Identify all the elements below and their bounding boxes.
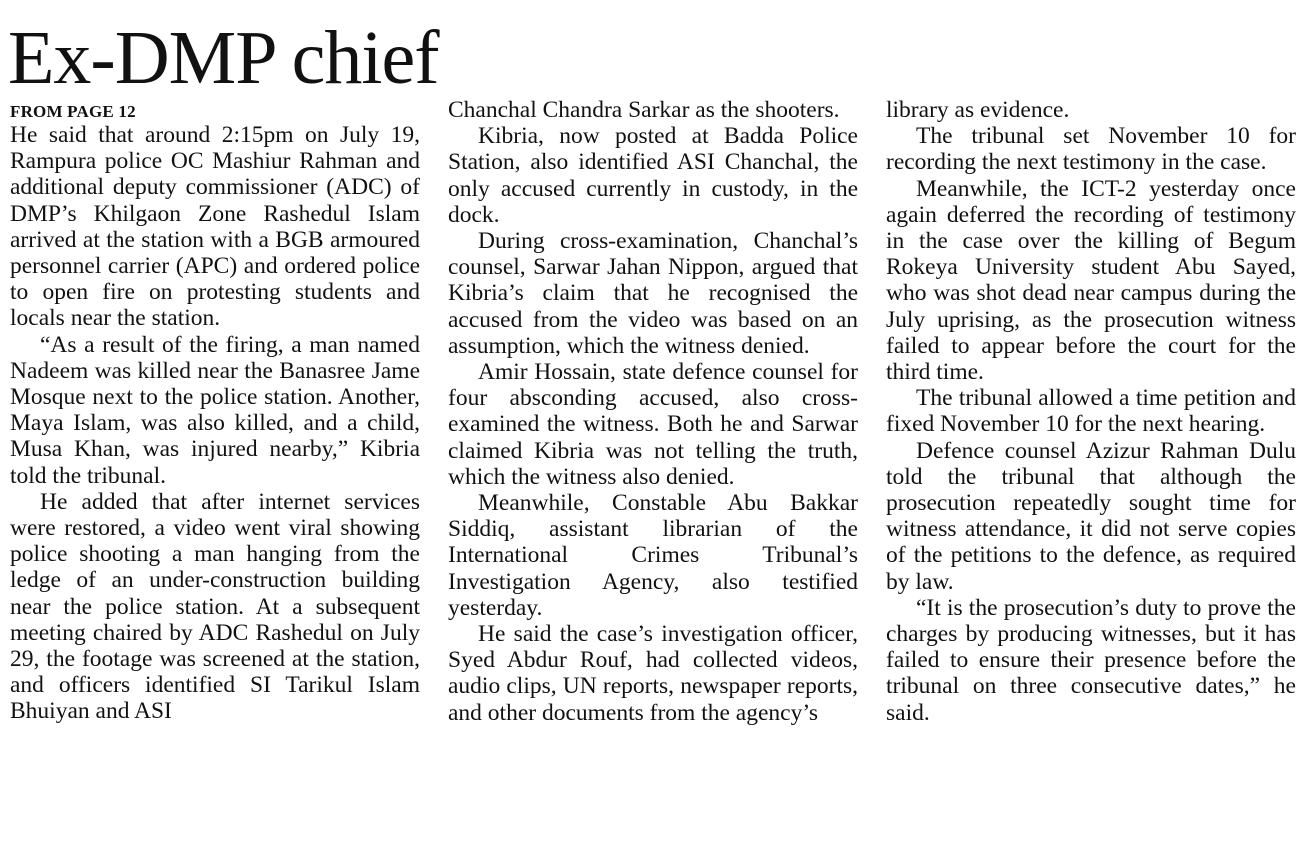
body-paragraph: Meanwhile, the ICT-2 yesterday once again deferred the recording of testimony in the case over the killing of Begum Rokeya University student Abu Sayed, who was shot dead near campus during the July uprising, as the prosecution witness failed to appear before the court for the third time. xyxy=(886,175,1296,386)
body-paragraph: Amir Hossain, state defence counsel for four absconding accused, also cross-examined the witness. Both he and Sarwar claimed Kibria was not telling the truth, which the witness also denied. xyxy=(448,359,858,490)
body-paragraph: Meanwhile, Constable Abu Bakkar Siddiq, assistant librarian of the International Crimes Tribunal’s Investigation Agency, also testified yesterday. xyxy=(448,490,858,621)
body-paragraph: The tribunal set November 10 for recording the next testimony in the case. xyxy=(886,123,1296,176)
article-column-3 xyxy=(886,97,1296,726)
body-paragraph: The tribunal allowed a time petition and fixed November 10 for the next hearing. xyxy=(886,385,1296,438)
body-paragraph: “As a result of the firing, a man named Nadeem was killed near the Banasree Jame Mosque next to the police station. Another, Maya Islam, was also killed, and a child, Musa Khan, was injured nearby,” Kibria told the tribunal. xyxy=(10,331,420,489)
body-paragraph: He said that around 2:15pm on July 19, Rampura police OC Mashiur Rahman and additional deputy commissioner (ADC) of DMP’s Khilgaon Zone Rashedul Islam arrived at the station with a BGB armoured personnel carrier (APC) and ordered police to open fire on protesting students and locals near the station. xyxy=(10,122,420,332)
body-paragraph: During cross-examination, Chanchal’s counsel, Sarwar Jahan Nippon, argued that Kibria’s claim that he recognised the accused from the video was based on an assumption, which the witness denied. xyxy=(448,228,858,359)
body-paragraph: He said the case’s investigation officer, Syed Abdur Rouf, had collected videos, audio clips, UN reports, newspaper reports, and other documents from the agency’s xyxy=(448,621,858,726)
body-paragraph: library as evidence. xyxy=(886,97,1070,123)
body-paragraph: Defence counsel Azizur Rahman Dulu told the tribunal that although the prosecution repeatedly sought time for witness attendance, it did not serve copies of the petitions to the defence, as required by law. xyxy=(886,437,1296,595)
body-paragraph: “It is the prosecution’s duty to prove the charges by producing witnesses, but it has failed to ensure their presence before the tribunal on three consecutive dates,” he said. xyxy=(886,594,1296,726)
headline: Ex-DMP chief xyxy=(8,16,439,100)
continuation-kicker: FROM PAGE 12 xyxy=(10,102,136,121)
body-paragraph: Kibria, now posted at Badda Police Station, also identified ASI Chanchal, the only accused currently in custody, in the dock. xyxy=(448,123,858,228)
body-paragraph: He added that after internet services were restored, a video went viral showing police shooting a man hanging from the ledge of an under-construction building near the police station. At a subsequent meeting chaired by ADC Rashedul on July 29, the footage was screened at the station, and officers identified SI Tarikul Islam Bhuiyan and ASI xyxy=(10,488,420,725)
body-paragraph: Chanchal Chandra Sarkar as the shooters. xyxy=(448,97,840,123)
article-column-1 xyxy=(10,97,420,725)
article-column-2 xyxy=(448,97,858,726)
